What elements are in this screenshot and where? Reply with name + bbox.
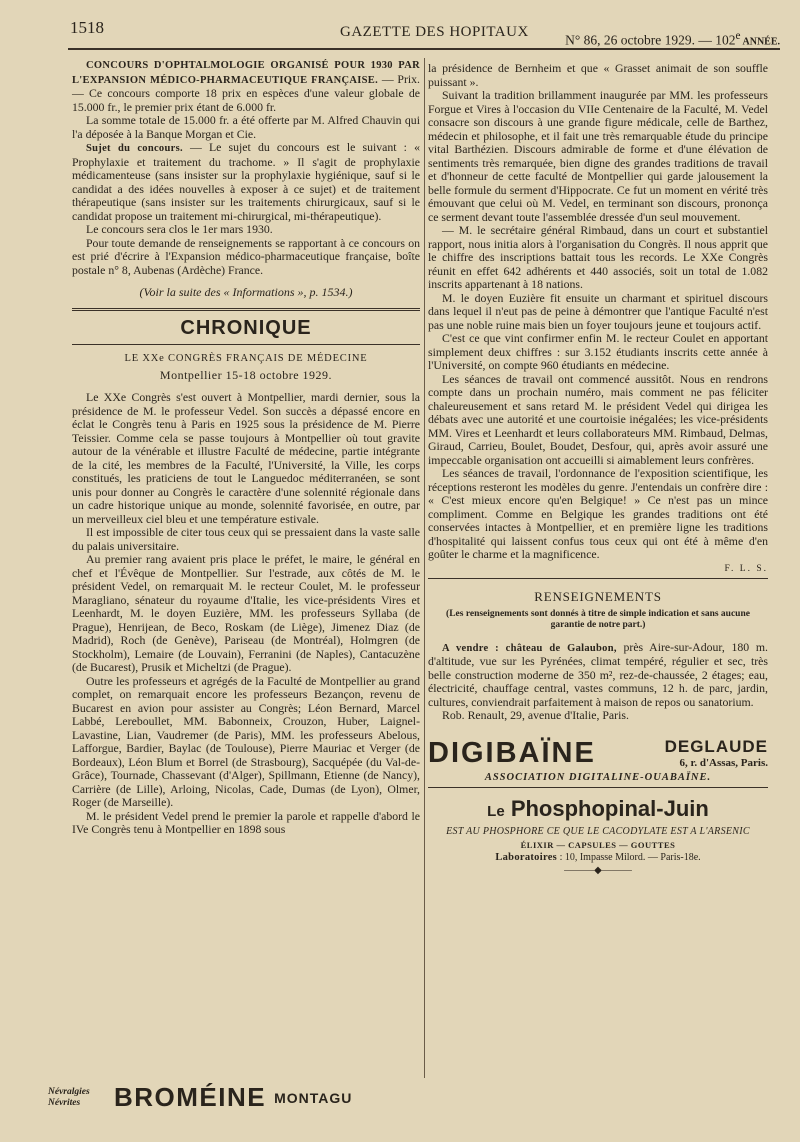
- contest-deadline: Le concours sera clos le 1er mars 1930.: [86, 222, 273, 236]
- deglaude-block: [665, 737, 768, 769]
- congress-date: Montpellier 15-18 octobre 1929.: [159, 368, 333, 382]
- section-rule: [72, 308, 420, 311]
- issue-number: N° 86, 26 octobre 1929. — 102: [565, 32, 736, 48]
- renseignements-heading: RENSEIGNEMENTS: [534, 588, 662, 604]
- digibaine-brand: DIGIBAÏNE: [428, 736, 596, 769]
- contest-text: — Prix. — Ce concours comporte 18 prix en espèces d'une valeur globale de 15.000 fr., le premier prix étant de 6.000 fr.: [72, 71, 420, 114]
- author-signature: F. L. S.: [724, 563, 768, 574]
- phosphopinal-products: ÉLIXIR — CAPSULES — GOUTTES: [520, 839, 676, 850]
- congress-p3: Au premier rang avaient pris place le préfet, le maire, le général en chef et l'Évêque de Montpellier. Sur l'estrade, aux côtés de M. le président Vedel, on remarquait M. le recteur Coulet, M. le professeur Maragliano, sénateur du royaume d'Italie, les vice-présidents Vires et Leenhardt, M. le doyen Euzière, MM. les professeurs Syllaba (de Prague), Henrijean, de Beco, Roskam (de Liège), Jimenez Diaz (de Madrid), Roch (de Genève), Pariseau (de Montréal), Holmgren (de Stockholm), Lemaire (de Louvain), Ferranini (de Naples), Cantacuzène (de Bucarest), Prusik et Micheltzi (de Prague).: [72, 552, 420, 674]
- page-number: 1518: [70, 18, 104, 37]
- indication-1: Névralgies: [48, 1086, 90, 1097]
- contest-paragraph: [72, 58, 420, 114]
- phosphopinal-name: Phosphopinal-Juin: [510, 795, 709, 821]
- digibaine-association: ASSOCIATION DIGITALINE-OUABAÏNE.: [484, 771, 712, 783]
- column-divider: [424, 58, 425, 1078]
- phosphopinal-article: Le: [487, 802, 505, 820]
- page-header: [70, 14, 780, 48]
- congress-p12: Les séances de travail, l'ordonnance de l'exposition scientifique, les réceptions resteront les modèles du genre. J'entendais un confrère dire : « C'est mieux encore qu'en Belgique! » Ce n'est pas un mince compliment. Comme en Belgique les grandes traditions ont été conservées intactes à Montpellier, et en première ligne les traditions d'hospitalité qui laissent confus tous ceux qui ont été à même d'en goûter le charme et la magnificence.: [428, 466, 768, 561]
- montagu-name: MONTAGU: [274, 1089, 353, 1106]
- renseignements-disclaimer: (Les renseignements sont donnés à titre de simple indication et sans aucune garantie de notre part.): [446, 608, 750, 630]
- deglaude-name: DEGLAUDE: [664, 737, 768, 756]
- congress-p5: M. le président Vedel prend le premier la parole et rappelle d'abord le IVe Congrès tenu à Montpellier en 1898 sous: [72, 808, 420, 836]
- congress-title: LE XXe CONGRÈS FRANÇAIS DE MÉDECINE: [124, 353, 368, 364]
- sale-contact: Rob. Renault, 29, avenue d'Italie, Paris.: [442, 708, 629, 722]
- publication-title: GAZETTE DES HOPITAUX: [340, 24, 529, 40]
- sale-lead: A vendre : château de Galaubon,: [442, 642, 617, 654]
- phosphopinal-lab: [428, 852, 768, 863]
- bromeine-ad: [48, 1082, 403, 1113]
- rens-rule: [428, 578, 768, 579]
- issue-suffix: ANNÉE.: [740, 36, 780, 48]
- congress-p11: Les séances de travail ont commencé aussitôt. Nous en rendrons compte dans un prochain numéro, mais comment ne pas féliciter chaleureusement et sans retard M. le président Vedel qui dirigea les débats avec une autorité et une courtoisie inégalées; les vice-présidents MM. Vires et Leenhardt et leurs collaborateurs MM. Rimbaud, Delmas, Giraud, Carrieu, Boulet, Boudet, Desfour, qui, après avoir assuré une impeccable organisation ont accueilli si aimablement leurs confrères.: [428, 371, 768, 467]
- chronique-heading: CHRONIQUE: [180, 317, 312, 339]
- phosphopinal-brand: [428, 796, 768, 822]
- header-rule: [68, 48, 780, 50]
- sale-notice: [428, 641, 768, 710]
- continuation-note: (Voir la suite des « Informations », p. 1534.): [139, 285, 353, 299]
- lab-label: Laboratoires: [495, 851, 558, 863]
- contest-sum: La somme totale de 15.000 fr. a été offerte par M. Alfred Chauvin qui l'a déposée à la Banque Morgan et Cie.: [72, 113, 420, 141]
- indication-2: Névrites: [48, 1097, 81, 1108]
- congress-p10: C'est ce que vint confirmer enfin M. le recteur Coulet en apportant simplement deux chiffres : sur 3.152 étudiants inscrits cette année à l'Université, on compte 960 étudiants en médecine.: [428, 331, 768, 372]
- subject-label: Sujet du concours.: [86, 143, 183, 154]
- lab-address: : 10, Impasse Milord. — Paris-18e.: [557, 851, 701, 863]
- congress-p2: Il est impossible de citer tous ceux qui se pressaient dans la vaste salle du palais universitaire.: [72, 525, 420, 553]
- end-ornament: ———◆———: [564, 864, 632, 876]
- digibaine-ad: [428, 737, 768, 770]
- subject-text: — Le sujet du concours est le suivant : « Prophylaxie et traitement du trachome. » Il s'agit de prophylaxie médicamenteuse (sans insister sur la prophylaxie hygiénique, sauf si le candidat a des idées nouvelles à exposer à ce sujet) et de traitement thérapeutique (sans insister sur les traitements chirurgicaux, sauf si le candidat propose un traitement mi-chirurgical, mi-thérapeutique).: [72, 140, 420, 223]
- congress-p9: M. le doyen Euzière fit ensuite un charmant et spirituel discours dans lequel il n'eut pas de peine à démontrer que l'antique Faculté n'est pas une noble ruine mais bien un foyer toujours jeune et toujours actif.: [428, 290, 768, 332]
- issue-sup: e: [735, 30, 741, 42]
- phosphopinal-tagline: EST AU PHOSPHORE CE QUE LE CACODYLATE EST A L'ARSENIC: [446, 825, 750, 837]
- left-column: [72, 58, 420, 837]
- congress-p6: la présidence de Bernheim et que « Grasset animait de son souffle puissant ».: [428, 61, 768, 89]
- right-column: [428, 62, 768, 876]
- deglaude-address: 6, r. d'Assas, Paris.: [679, 757, 768, 769]
- congress-p1: Le XXe Congrès s'est ouvert à Montpellier, mardi dernier, sous la présidence de M. le professeur Vedel. Son succès a dépassé encore en éclat le Congrès tenu à Paris en 1925 sous la présidence de M. Pierre Teissier. Comme cela se passe toujours à Montpellier où tout gravite autour de la vénérable et illustre Faculté de médecine, partie intégrante de la cité, les membres de la Faculté, l'Université, la Ville, les corps constitués, les praticiens de tout le Languedoc méditerranéen, se sont unis pour donner au Congrès le caractère d'une solennité régionale dans un cadre historique unique au monde, solennité favorisée, en outre, par un merveilleux ciel bleu et une température estivale.: [72, 390, 420, 526]
- congress-p4: Outre les professeurs et agrégés de la Faculté de Montpellier au grand complet, on remarquait encore les professeurs Bezançon, revenu de Bucarest en avion pour assister au Congrès; Léon Bernard, Marcel Labbé, Lereboullet, MM. Babonneix, Crouzon, Huber, Laignel-Lavastine, Lian, Vaudremer (de Paris), MM. les professeurs Abelous, Lafforgue, Bardier, Baylac (de Toulouse), Pierre Mauriac et Verger (de Bordeaux), Léon Blum et Borrel (de Strasbourg), Sacquépée (du Val-de-Grâce), Tournade, Chassevant (d'Alger), Spillmann, Etienne (de Nancy), Carrière (de Lille), Arloing, Nicolas, Cade, Dumas (de Lyon), Olmer, Roger (de Marseille).: [72, 673, 420, 809]
- issue-info: [565, 30, 780, 49]
- ad-rule: [428, 787, 768, 788]
- congress-p7: Suivant la tradition brillamment inaugurée par MM. les professeurs Forgue et Vires à l'occasion du VIIe Centenaire de la Faculté, M. Vedel consacre son discours à une grande figure médicale, celle de Barthez, médecin et philosophe, et il fait une très remarquable étude du principe vital Barthézien. Discours admirable de forme et d'une élévation de sentiments très remarquée, bien digne des grandes traditions de travail et d'honneur de cette faculté de Montpellier qui garde jalousement la belle formule du serment d'Hippocrate. Ce fut un moment en vérité très émouvant que celui où M. Vedel, en terminant son discours, prononça ce serment devant toute l'assemblée dressée d'un seul mouvement.: [428, 88, 768, 224]
- chronique-rule: [72, 344, 420, 345]
- sale-text: près Aire-sur-Adour, 180 m. d'altitude, vue sur les Pyrénées, climat tempéré, régulier et sec, très belle construction moderne de 350 m², rez-de-chaussée, 2 étages; eau, électricité, chauffage central, vastes communs, 12 h. de parc, jardin, cultures, conviendrait parfaitement à maison de repos ou sanatorium.: [428, 639, 768, 709]
- contest-title: CONCOURS D'OPHTALMOLOGIE ORGANISÉ POUR 1930 PAR L'EXPANSION MÉDICO-PHARMACEUTIQUE FRANÇAISE.: [72, 60, 420, 86]
- bromeine-indications: [48, 1087, 108, 1109]
- contest-subject: [72, 141, 420, 223]
- congress-p8: — M. le secrétaire général Rimbaud, dans un court et substantiel rapport, nous initia alors à l'organisation du Congrès. Il nous apprit que le chiffre des inscriptions battait tous les records. Le XXe Congrès réunit en effet 642 adhérents et 440 associés, soit un total de 1.082 inscrits appartenant à 18 nations.: [428, 223, 768, 291]
- bromeine-brand: BROMÉINE: [114, 1082, 267, 1112]
- contest-contact: Pour toute demande de renseignements se rapportant à ce concours on est prié d'écrire à l'Expansion médico-pharmaceutique française, boîte postale n° 8, Aubenas (Ardèche) France.: [72, 235, 420, 277]
